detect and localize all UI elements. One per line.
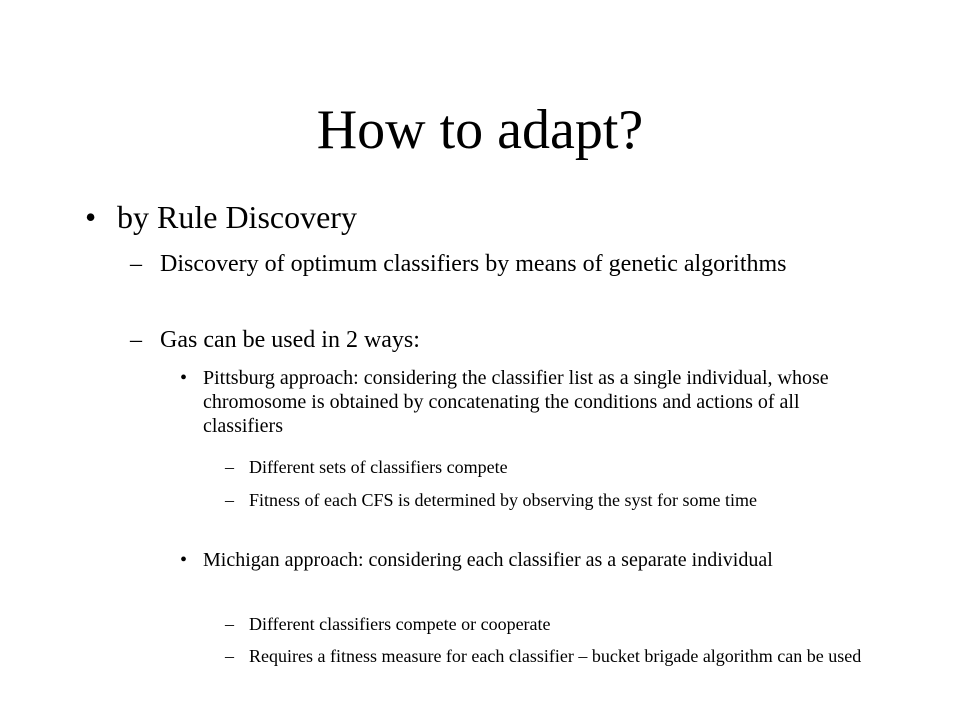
bullet-text: by Rule Discovery <box>117 199 357 235</box>
detail-text: Different sets of classifiers compete <box>249 457 508 477</box>
detail-pitt-compete <box>225 456 890 479</box>
bullet-pittsburg <box>180 366 880 438</box>
detail-text: Fitness of each CFS is determined by observing the syst for some time <box>249 490 757 510</box>
sub-point-text: Discovery of optimum classifiers by means of genetic algorithms <box>160 251 787 277</box>
slide-title: How to adapt? <box>316 99 644 161</box>
bullet-text: Pittsburg approach: considering the classifier list as a single individual, whose chromosome is obtained by concatenating the conditions and actions of all classifiers <box>203 367 829 437</box>
detail-text: Different classifiers compete or cooperate <box>249 614 551 634</box>
dash-marker: – <box>130 251 142 277</box>
dash-marker: – <box>225 614 234 634</box>
sub-point-gas <box>130 325 860 355</box>
detail-pitt-fitness <box>225 489 890 512</box>
dash-marker: – <box>225 490 234 510</box>
bullet-text: Michigan approach: considering each classifier as a separate individual <box>203 549 773 571</box>
detail-mich-bucket <box>225 645 890 668</box>
detail-text: Requires a fitness measure for each classifier – bucket brigade algorithm can be used <box>249 646 862 666</box>
detail-mich-compete <box>225 613 890 636</box>
dash-marker: – <box>225 646 234 666</box>
bullet-marker: • <box>180 549 188 571</box>
bullet-marker: • <box>85 199 97 235</box>
dash-marker: – <box>225 457 234 477</box>
sub-point-text: Gas can be used in 2 ways: <box>160 327 420 353</box>
dash-marker: – <box>130 327 142 353</box>
bullet-michigan <box>180 548 880 572</box>
sub-point-discovery <box>130 249 860 279</box>
bullet-rule-discovery <box>85 198 885 236</box>
bullet-marker: • <box>180 367 188 389</box>
